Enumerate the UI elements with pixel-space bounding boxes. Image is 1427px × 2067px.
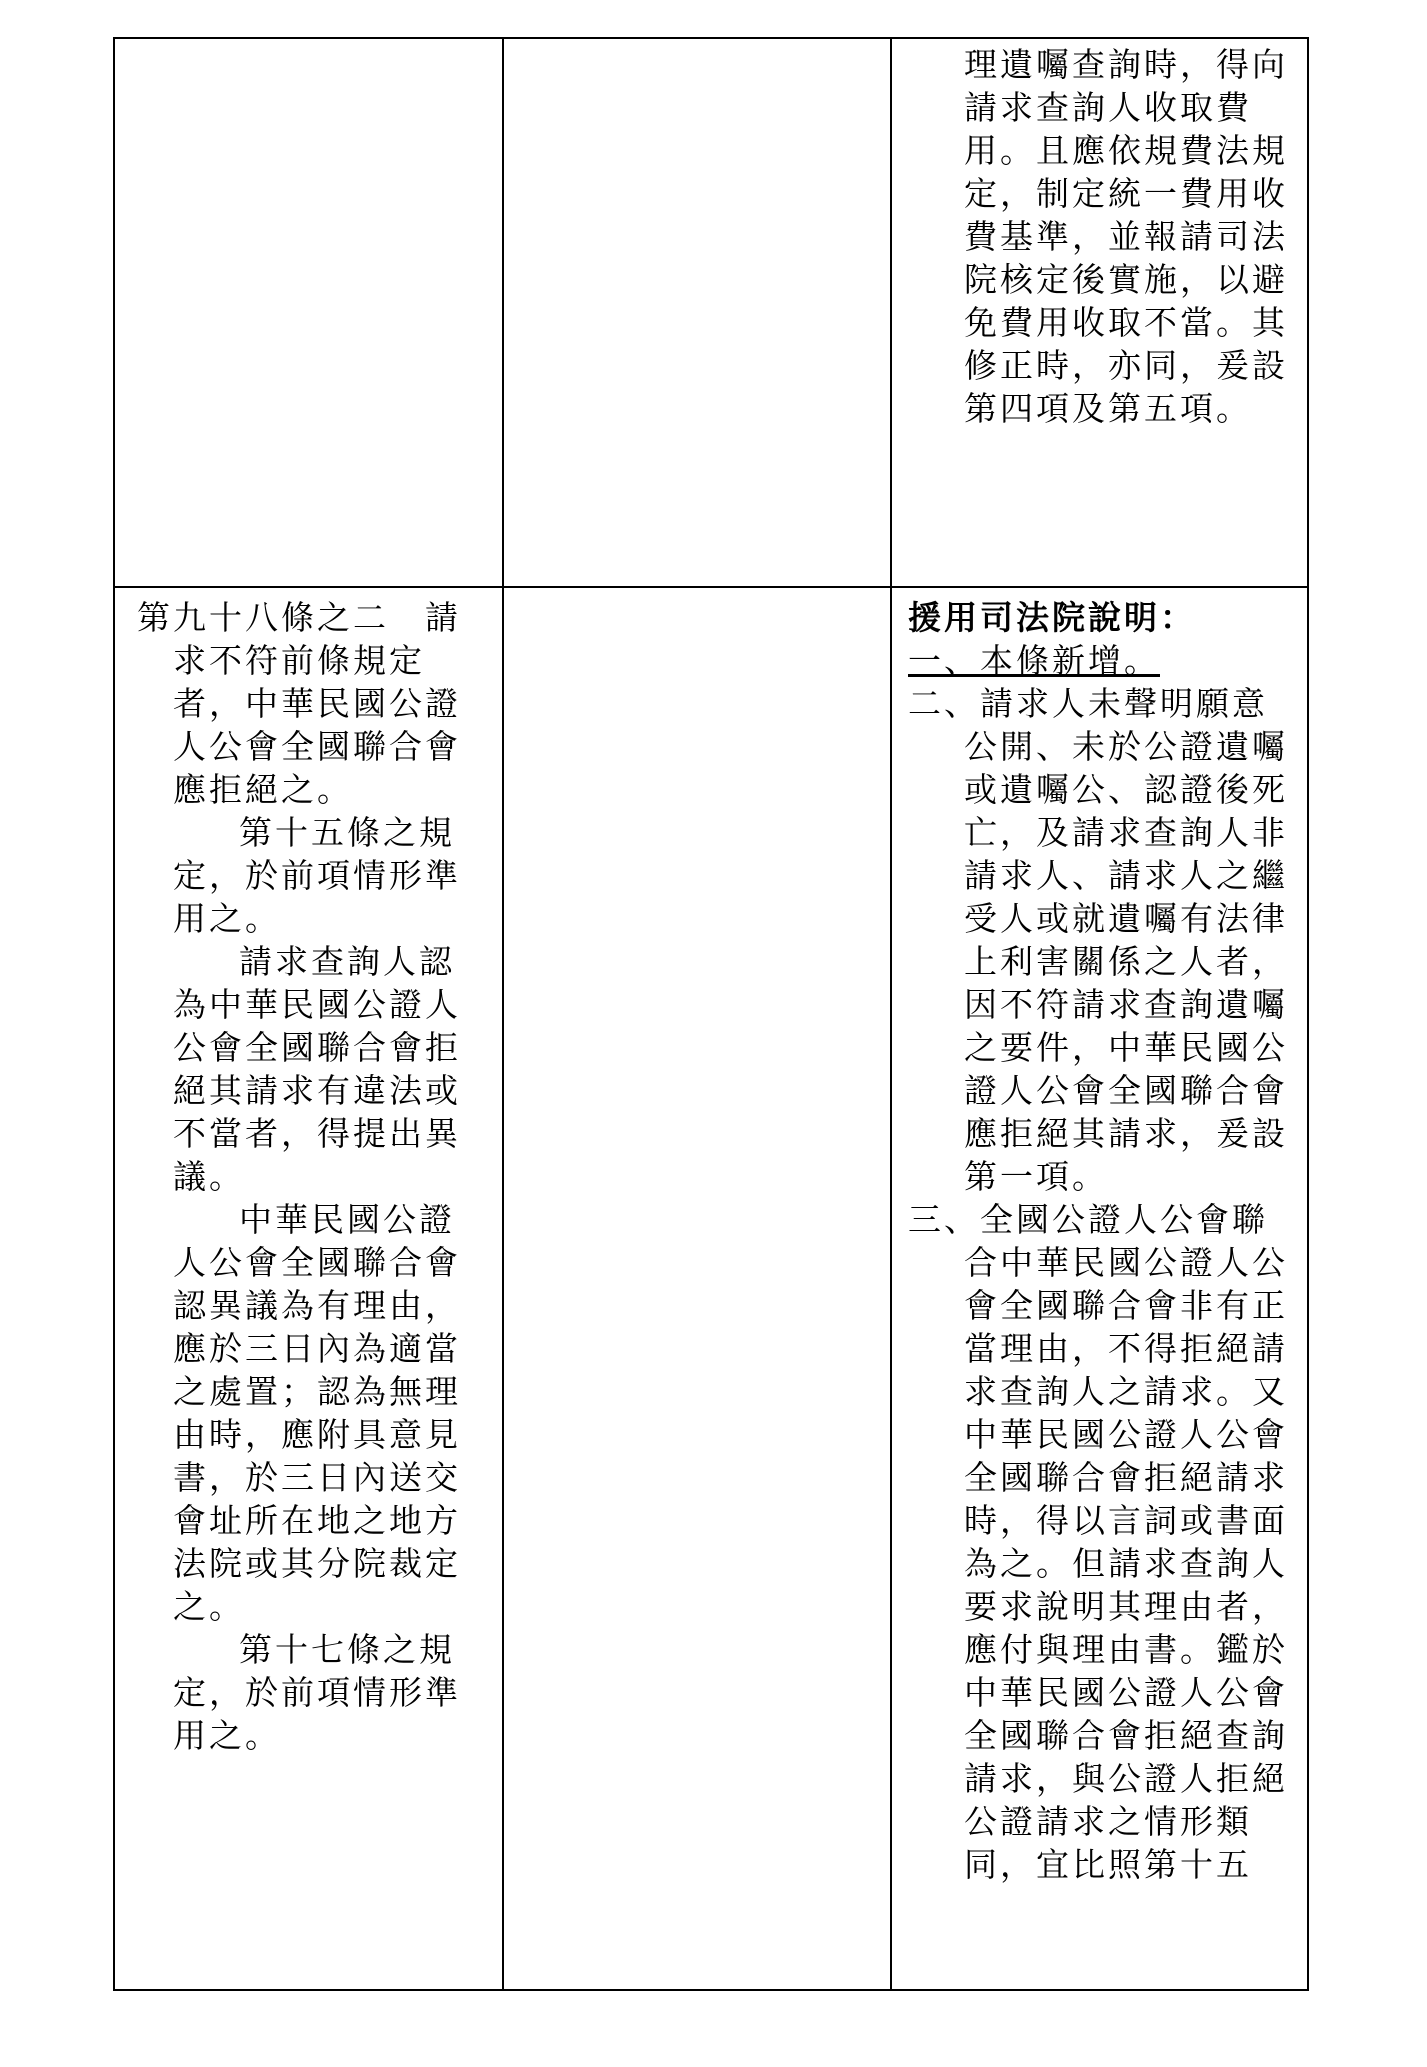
explanation-text bbox=[908, 588, 1293, 1886]
explanation-title: 援用司法院說明： bbox=[908, 598, 1196, 637]
explanation-item-2: 二、請求人未聲明願意公開、未於公證遺囑或遺囑公、認證後死亡，及請求查詢人非請求人、請求人之繼受人或就遺囑有法律上利害關係之人者，因不符請求查詢遺囑之要件，中華民國公證人公會全國聯合會應拒絕其請求，爰設第一項。 bbox=[908, 684, 1288, 1196]
amended-text-cell bbox=[114, 587, 503, 1990]
explanation-item-3: 三、全國公證人公會聯合中華民國公證人公會全國聯合會非有正當理由，不得拒絕請求查詢人之請求。又中華民國公證人公會全國聯合會拒絕請求時，得以言詞或書面為之。但請求查詢人要求說明其理由者，應付與理由書。鑑於中華民國公證人公會全國聯合會拒絕查詢請求，與公證人拒絕公證請求之情形類同，宜比照第十五 bbox=[908, 1200, 1288, 1884]
current-text-cell bbox=[503, 587, 891, 1990]
article-paragraph-5: 第十七條之規定，於前項情形準用之。 bbox=[173, 1630, 461, 1755]
article-paragraph-2: 第十五條之規定，於前項情形準用之。 bbox=[173, 813, 461, 938]
article-heading-paragraph: 第九十八條之二 請求不符前條規定者，中華民國公證人公會全國聯合會應拒絕之。 bbox=[137, 598, 461, 809]
table-row bbox=[114, 38, 1308, 587]
explanation-continued-text: 理遺囑查詢時，得向請求查詢人收取費用。且應依規費法規定，制定統一費用收費基準，並報請司法院核定後實施，以避免費用收取不當。其修正時，亦同，爰設第四項及第五項。 bbox=[964, 45, 1288, 428]
current-text-cell bbox=[503, 38, 891, 587]
comparison-table bbox=[113, 37, 1309, 1991]
article-text bbox=[137, 596, 488, 1757]
explanation-item-1: 一、本條新增。 bbox=[908, 641, 1160, 680]
amended-text-cell bbox=[114, 38, 503, 587]
explanation-cell bbox=[891, 587, 1308, 1990]
article-paragraph-4: 中華民國公證人公會全國聯合會認異議為有理由，應於三日內為適當之處置；認為無理由時，應附具意見書，於三日內送交會址所在地之地方法院或其分院裁定之。 bbox=[173, 1200, 461, 1626]
explanation-cell bbox=[891, 38, 1308, 587]
table-row bbox=[114, 587, 1308, 1990]
article-paragraph-3: 請求查詢人認為中華民國公證人公會全國聯合會拒絕其請求有違法或不當者，得提出異議。 bbox=[173, 942, 461, 1196]
